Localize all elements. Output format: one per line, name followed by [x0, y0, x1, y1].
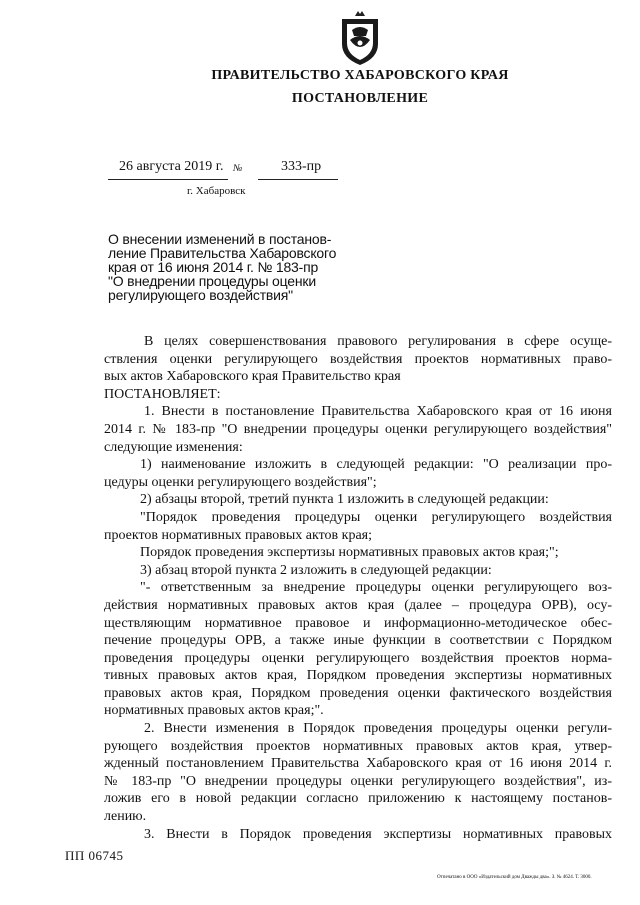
body-line: печение процедуры ОРВ, а также иные функции в соответствии с Порядком: [104, 633, 612, 649]
body-line: № 183-пр "О внедрении процедуры оценки регулирующего воздействия", из-: [104, 773, 612, 789]
body-line: жденный постановлением Правительства Хабаровского края от 16 июня 2014 г.: [104, 756, 612, 772]
body-line: ПОСТАНОВЛЯЕТ:: [104, 386, 221, 402]
body-line: 2014 г. № 183-пр "О внедрении процедуры оценки регулирующего воздействия": [104, 421, 612, 437]
body-line: "- ответственным за внедрение процедуры оценки регулирующего воз-: [140, 580, 612, 596]
body-line: 2. Внести изменения в Порядок проведения процедуры оценки регули-: [144, 721, 612, 737]
document-number: 333-пр: [281, 159, 322, 174]
subject-line: края от 16 июня 2014 г. № 183-пр: [108, 259, 319, 275]
body-line: ствления оценки регулирующего воздействия проектов нормативных право-: [104, 351, 612, 367]
subject-line: "О внедрении процедуры оценки: [108, 273, 316, 289]
print-note: Отпечатано в ООО «Издательский дом Дважды два». З. № 4624. Т. 3000.: [437, 875, 592, 880]
date-underline: [108, 179, 228, 180]
body-line: рующего воздействия проектов нормативных правовых актов края, утвер-: [104, 738, 612, 754]
body-line: лению.: [104, 809, 147, 825]
body-line: 2) абзацы второй, третий пункта 1 изложить в следующей редакции:: [140, 492, 549, 508]
document-code: ПП 06745: [65, 848, 124, 863]
coat-of-arms-icon: [338, 10, 382, 66]
body-line: вых актов Хабаровского края Правительство края: [104, 369, 401, 385]
body-line: 1. Внести в постановление Правительства Хабаровского края от 16 июня: [144, 404, 612, 420]
body-line: проведения процедуры оценки регулирующего воздействия проектов норма-: [104, 650, 612, 666]
body-line: Порядок проведения экспертизы нормативных правовых актов края;";: [140, 545, 559, 561]
body-line: 3) абзац второй пункта 2 изложить в следующей редакции:: [140, 562, 492, 578]
document-date: 26 августа 2019 г.: [119, 159, 224, 174]
organization-name: ПРАВИТЕЛЬСТВО ХАБАРОВСКОГО КРАЯ: [211, 68, 509, 83]
body-line: ществляющим нормативное правовое и информационно-методическое обес-: [104, 615, 612, 631]
city: г. Хабаровск: [187, 185, 246, 197]
number-label: №: [233, 163, 243, 174]
number-underline: [258, 179, 338, 180]
body-line: 3. Внести в Порядок проведения экспертизы нормативных правовых: [144, 826, 612, 842]
body-line: действия нормативных правовых актов края (далее – процедура ОРВ), осу-: [104, 597, 612, 613]
body-line: нормативных правовых актов края;".: [104, 703, 324, 719]
document-body: [104, 333, 612, 843]
document-subject: [108, 232, 338, 302]
document-type: ПОСТАНОВЛЕНИЕ: [291, 91, 429, 106]
body-line: следующие изменения:: [104, 439, 243, 455]
body-line: В целях совершенствования правового регулирования в сфере осуще-: [144, 334, 612, 349]
subject-line: регулирующего воздействия": [108, 287, 293, 303]
body-line: проектов нормативных правовых актов края;: [104, 527, 373, 543]
body-line: правовых актов края, Порядком проведения оценки фактического воздействия: [104, 685, 612, 701]
body-line: 1) наименование изложить в следующей редакции: "О реализации про-: [140, 457, 612, 473]
subject-line: ление Правительства Хабаровского: [108, 245, 337, 261]
body-line: "Порядок проведения процедуры оценки регулирующего воздействия: [140, 509, 612, 525]
subject-line: О внесении изменений в постанов-: [108, 231, 332, 247]
body-line: тивных правовых актов края, Порядком проведения экспертизы нормативных: [104, 668, 612, 684]
body-line: ложив его в новой редакции согласно приложению к настоящему постанов-: [104, 791, 612, 807]
body-line: цедуры оценки регулирующего воздействия";: [104, 474, 377, 490]
